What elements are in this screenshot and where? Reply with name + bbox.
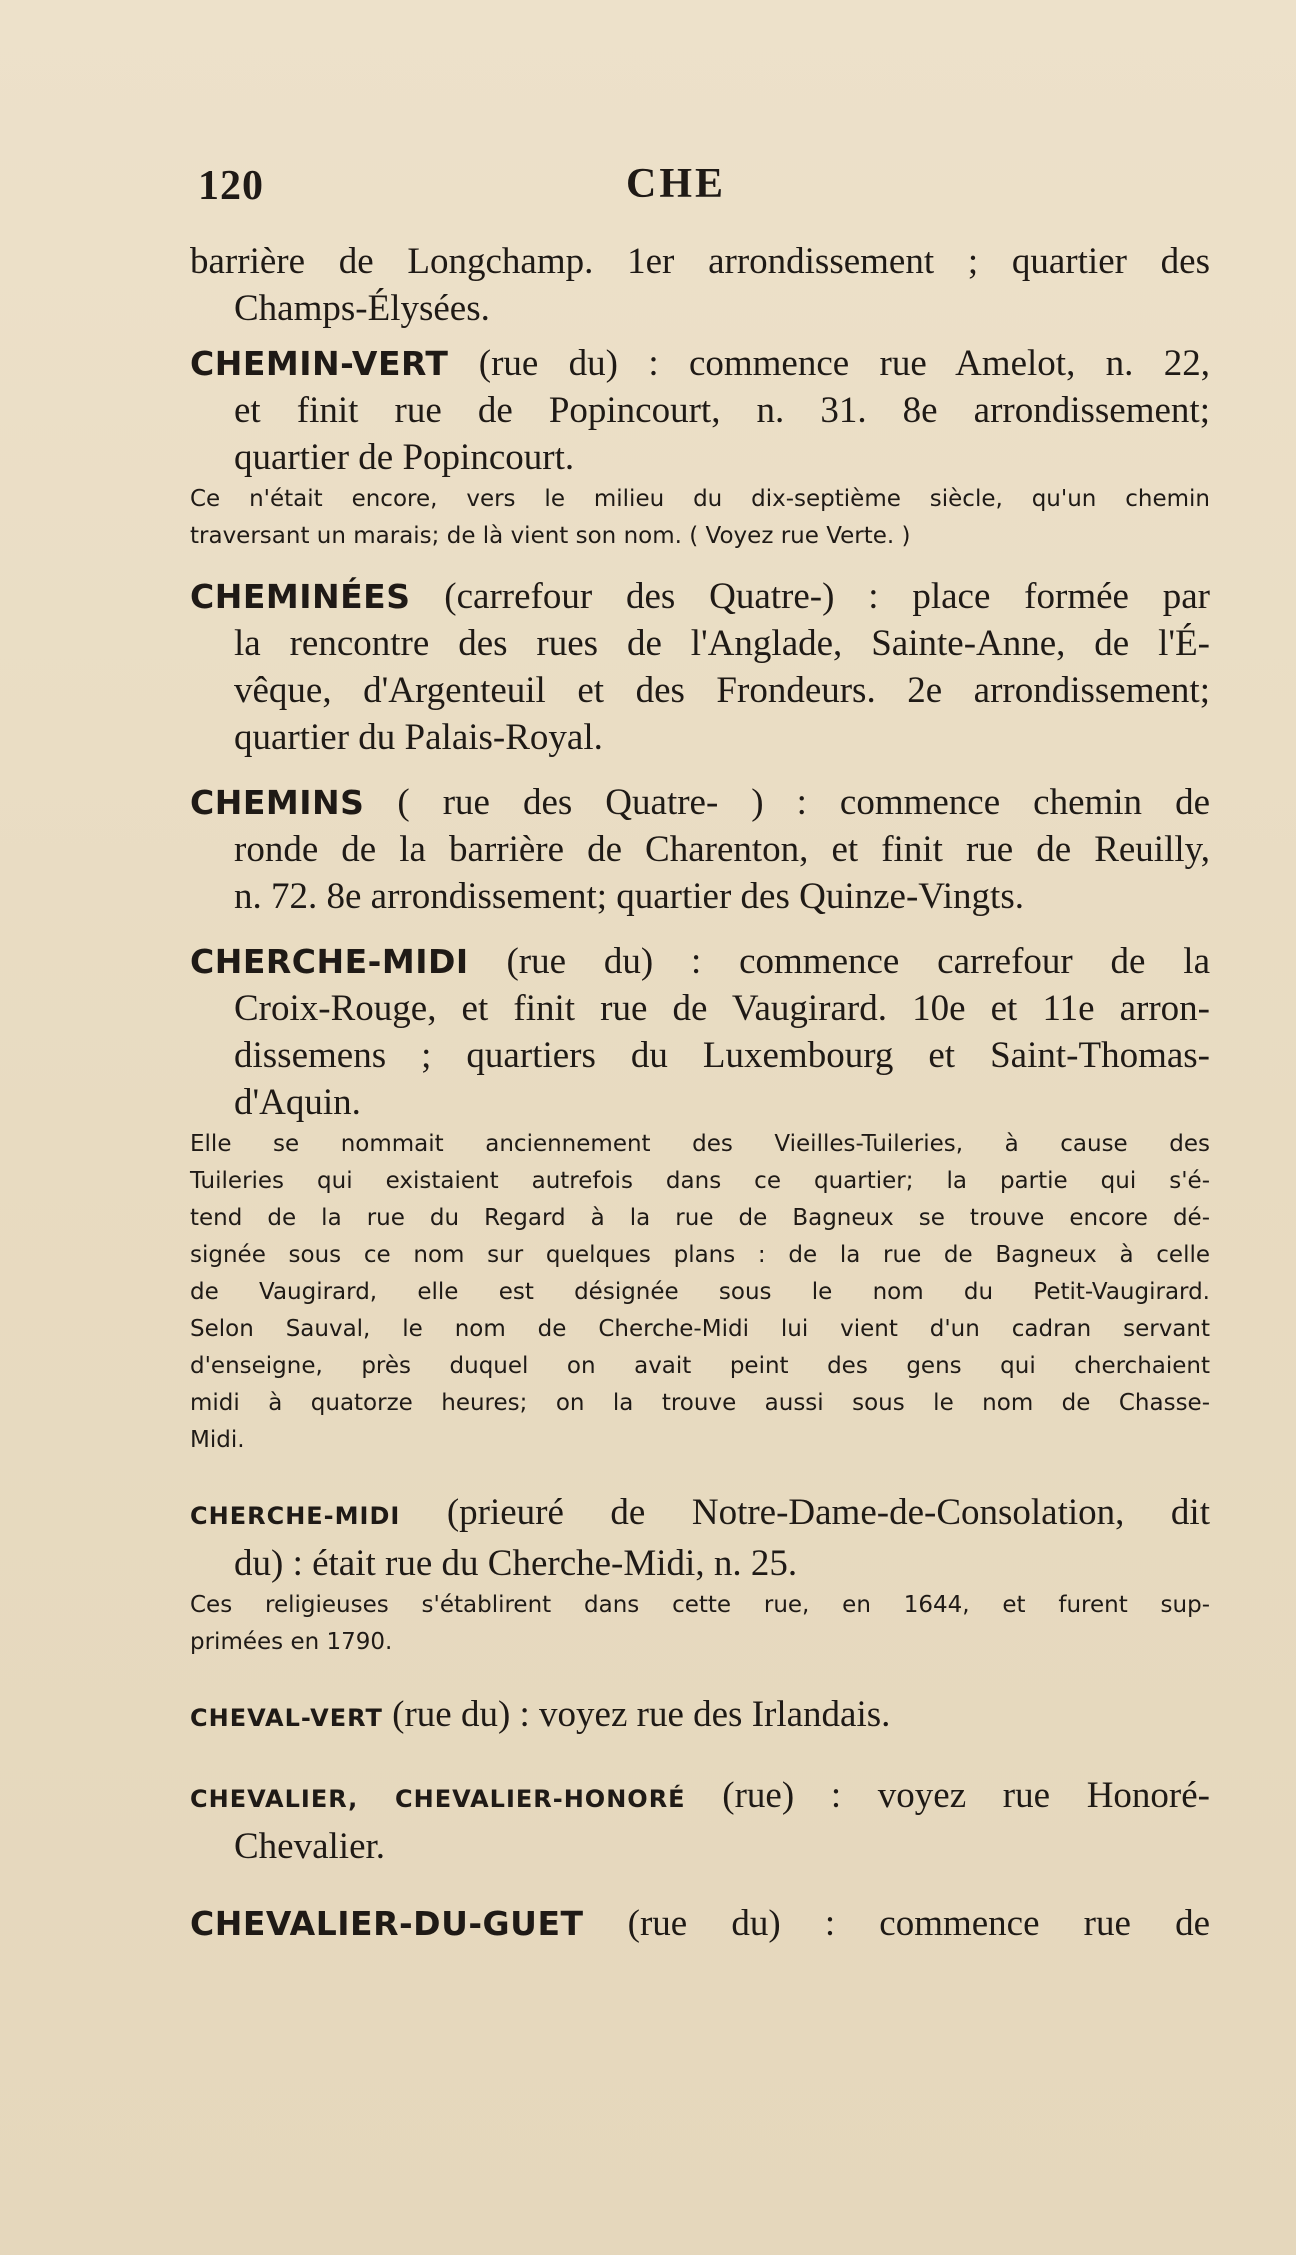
entry-line: Croix-Rouge, et finit rue de Vaugirard. 10e et 11e arron-: [234, 988, 1210, 1029]
entry-headword: CHERCHE-MIDI: [190, 1502, 401, 1530]
entry-headword: CHERCHE-MIDI: [190, 942, 469, 981]
entry-headword: CHEMINS: [190, 783, 365, 822]
entry-line: (rue) : voyez rue Honoré-: [685, 1775, 1210, 1816]
entry-cherche-midi-prieure: [190, 1489, 1210, 1661]
entry-cheval-vert: [190, 1691, 1210, 1742]
note-line: traversant un marais; de là vient son nom. ( Voyez rue Verte. ): [190, 523, 911, 549]
entry-line: (rue du) : commence rue de: [583, 1903, 1210, 1944]
note-line: de Vaugirard, elle est désignée sous le nom du Petit-Vaugirard.: [190, 1279, 1210, 1305]
page-body: [190, 238, 1210, 1947]
entry-line: (rue du) : commence rue Amelot, n. 22,: [448, 343, 1210, 384]
entry-line: d'Aquin.: [234, 1082, 361, 1123]
page-header: [186, 158, 1196, 218]
entry-headword: CHEMINÉES: [190, 577, 411, 616]
entry-note: [190, 481, 1210, 555]
entry-line: (rue du) : commence carrefour de la: [468, 941, 1210, 982]
entry-chemins: [190, 779, 1210, 920]
entry-line: et finit rue de Popincourt, n. 31. 8e arrondissement;: [234, 390, 1210, 431]
running-head: CHE: [626, 161, 727, 207]
entry-line: Champs-Élysées.: [234, 288, 490, 329]
entry-line: Chevalier.: [234, 1826, 386, 1867]
entry-note: [190, 1126, 1210, 1459]
note-line: midi à quatorze heures; on la trouve aussi sous le nom de Chasse-: [190, 1390, 1210, 1416]
note-line: Tuileries qui existaient autrefois dans ce quartier; la partie qui s'é-: [190, 1168, 1210, 1194]
entry-note: [190, 1587, 1210, 1661]
note-line: primées en 1790.: [190, 1629, 393, 1655]
entry-line: vêque, d'Argenteuil et des Frondeurs. 2e arrondissement;: [234, 670, 1210, 711]
entry-line: dissemens ; quartiers du Luxembourg et Saint-Thomas-: [234, 1035, 1210, 1076]
entry-headword: CHEVALIER-DU-GUET: [190, 1904, 584, 1943]
note-line: Elle se nommait anciennement des Vieilles-Tuileries, à cause des: [190, 1131, 1210, 1157]
entry-line: du) : était rue du Cherche-Midi, n. 25.: [234, 1543, 798, 1584]
note-line: Midi.: [190, 1427, 245, 1453]
entry-chemin-vert: [190, 340, 1210, 555]
entry-continuation: [190, 238, 1210, 332]
note-line: tend de la rue du Regard à la rue de Bagneux se trouve encore dé-: [190, 1205, 1210, 1231]
page-number: 120: [198, 163, 264, 209]
entry-line: quartier du Palais-Royal.: [234, 717, 603, 758]
note-line: Ce n'était encore, vers le milieu du dix-septième siècle, qu'un chemin: [190, 486, 1210, 512]
entry-chevalier-honore: [190, 1772, 1210, 1870]
note-line: signée sous ce nom sur quelques plans : de la rue de Bagneux à celle: [190, 1242, 1210, 1268]
entry-line: ( rue des Quatre- ) : commence chemin de: [364, 782, 1210, 823]
entry-line: n. 72. 8e arrondissement; quartier des Quinze-Vingts.: [234, 876, 1024, 917]
entry-line: (rue du) : voyez rue des Irlandais.: [382, 1694, 891, 1735]
entry-line: quartier de Popincourt.: [234, 437, 575, 478]
entry-cherche-midi-rue: [190, 938, 1210, 1459]
entry-cheminees: [190, 573, 1210, 761]
note-line: Ces religieuses s'établirent dans cette rue, en 1644, et furent sup-: [190, 1592, 1210, 1618]
note-line: d'enseigne, près duquel on avait peint des gens qui cherchaient: [190, 1353, 1210, 1379]
entry-line: (prieuré de Notre-Dame-de-Consolation, dit: [400, 1492, 1210, 1533]
entry-headword: CHEVAL-VERT: [190, 1704, 383, 1732]
entry-line: (carrefour des Quatre-) : place formée par: [410, 576, 1210, 617]
note-line: Selon Sauval, le nom de Cherche-Midi lui vient d'un cadran servant: [190, 1316, 1210, 1342]
entry-line: barrière de Longchamp. 1er arrondissement ; quartier des: [190, 241, 1210, 282]
entry-headword: CHEMIN-VERT: [190, 344, 449, 383]
entry-chevalier-du-guet: [190, 1900, 1210, 1947]
entry-headword: CHEVALIER, CHEVALIER-HONORÉ: [190, 1785, 686, 1813]
entry-line: ronde de la barrière de Charenton, et finit rue de Reuilly,: [234, 829, 1210, 870]
entry-line: la rencontre des rues de l'Anglade, Sainte-Anne, de l'É-: [234, 623, 1210, 664]
